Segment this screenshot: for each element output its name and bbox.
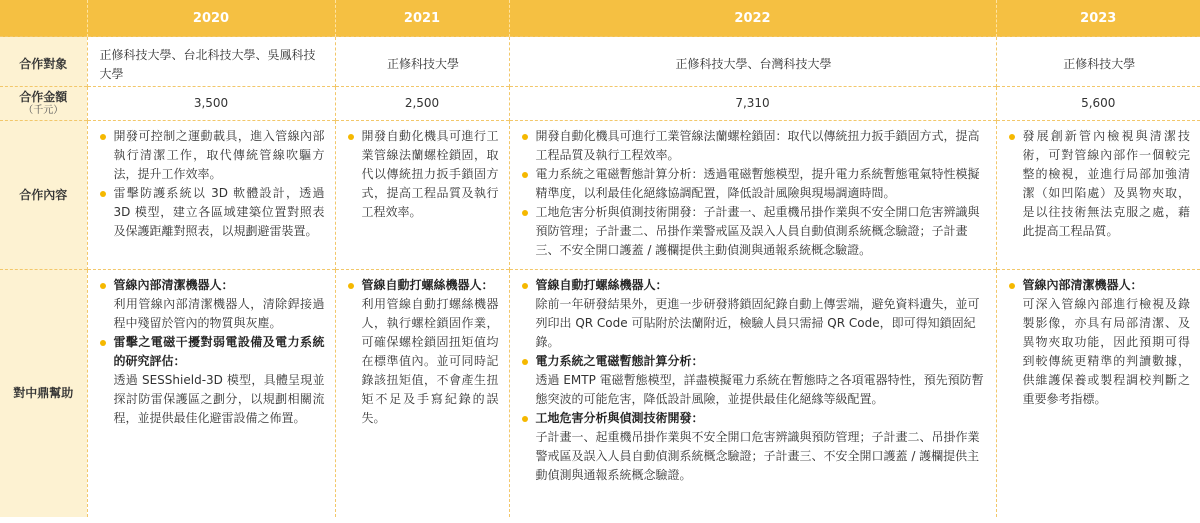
item-desc: 透過 SESShield-3D 模型，具體呈現並探討防雷保護區之劃分，以規劃相關流程，並提供最佳化避雷設備之佈置。 [113, 373, 325, 425]
item-desc: 可深入管線內部進行檢視及錄製影像，亦具有局部清潔、及異物夾取功能，因此預期可得到較傳統更精準的判讀數據，供維護保養或製程調校判斷之重要參考指標。 [1022, 297, 1190, 406]
bullet-icon [348, 134, 354, 140]
item-title: 管線自動打螺絲機器人： [361, 278, 494, 292]
list-item [100, 127, 325, 184]
item-desc: 除前一年研發結果外，更進一步研發將鎖固紀錄自動上傳雲端，避免資料遺失，並可列印出 QR Code 可貼附於法蘭附近，檢驗人員只需掃 QR Code，即可得知鎖固紀錄。 [535, 297, 980, 349]
year-header-2022: 2022 [509, 0, 996, 37]
partner-row [0, 37, 1200, 87]
content-2021 [335, 121, 509, 270]
bullet-icon [522, 210, 528, 216]
year-header-2021: 2021 [335, 0, 509, 37]
list-item [100, 184, 325, 241]
content-text: 開發自動化機具可進行工業管線法蘭螺栓鎖固：取代以傳統扭力扳手鎖固方式，提高工程品質及執行工程效率。 [535, 129, 980, 162]
bullet-icon [1009, 283, 1015, 289]
list-item [522, 165, 986, 203]
bullet-icon [522, 172, 528, 178]
item-desc: 利用管線自動打螺絲機器人，執行螺栓鎖固作業，可確保螺栓鎖固扭矩值均在標準值內。並可同時記錄該扭矩值，不會產生扭矩不足及手寫紀錄的誤失。 [361, 297, 499, 425]
amount-2023: 5,600 [996, 87, 1200, 121]
bullet-icon [100, 191, 106, 197]
item-title: 工地危害分析與偵測技術開發： [535, 411, 704, 425]
row-label-help: 對中鼎幫助 [0, 270, 87, 518]
list-item [1009, 127, 1191, 241]
help-2022 [509, 270, 996, 518]
content-2020 [87, 121, 335, 270]
corner-cell [0, 0, 87, 37]
item-title: 雷擊之電磁干擾對弱電設備及電力系統的研究評估： [113, 335, 325, 368]
bullet-icon [522, 283, 528, 289]
content-2022 [509, 121, 996, 270]
year-header-row [0, 0, 1200, 37]
item-title: 管線自動打螺絲機器人： [535, 278, 668, 292]
content-row [0, 121, 1200, 270]
bullet-icon [522, 359, 528, 365]
bullet-icon [100, 134, 106, 140]
item-desc: 子計畫一、起重機吊掛作業與不安全開口危害辨識與預防管理；子計畫二、吊掛作業警戒區及誤入人員自動偵測系統概念驗證；子計畫三、不安全開口護蓋 / 護欄提供主動偵測與通報系統概念驗證。 [535, 430, 980, 482]
bullet-icon [522, 416, 528, 422]
item-desc: 利用管線內部清潔機器人，清除銲接過程中殘留於管內的物質與灰塵。 [113, 297, 325, 330]
item-title: 電力系統之電磁暫態計算分析： [535, 354, 704, 368]
list-item [348, 276, 499, 428]
list-item [522, 352, 986, 409]
content-text: 雷擊防護系統以 3D 軟體設計，透過 3D 模型，建立各區域建築位置對照表及保護距離對照表，以規劃避雷裝置。 [113, 186, 325, 238]
content-text: 工地危害分析與偵測技術開發：子計畫一、起重機吊掛作業與不安全開口危害辨識與預防管理；子計畫二、吊掛作業警戒區及誤入人員自動偵測系統概念驗證；子計畫三、不安全開口護蓋 / 護欄提供主動偵測與通報系統概念驗證。 [535, 205, 980, 257]
amount-unit: （千元） [23, 105, 64, 116]
amount-2021: 2,500 [335, 87, 509, 121]
list-item [522, 409, 986, 485]
list-item [522, 203, 986, 260]
list-item [348, 127, 499, 222]
content-text: 開發自動化機具可進行工業管線法蘭螺栓鎖固，取代以傳統扭力扳手鎖固方式，提高工程品質及執行工程效率。 [361, 129, 499, 219]
row-label-partner: 合作對象 [0, 37, 87, 87]
help-2020 [87, 270, 335, 518]
amount-2022: 7,310 [509, 87, 996, 121]
list-item [522, 276, 986, 352]
item-desc: 透過 EMTP 電磁暫態模型，詳盡模擬電力系統在暫態時之各項電器特性，預先預防暫態突波的可能危害，降低設計風險，並提供最佳化絕緣等級配置。 [535, 373, 984, 406]
content-2023 [996, 121, 1200, 270]
list-item [100, 276, 325, 333]
year-header-2023: 2023 [996, 0, 1200, 37]
content-text: 電力系統之電磁暫態計算分析：透過電磁暫態模型，提升電力系統暫態電氣特性模擬精準度，以利最佳化絕緣協調配置，降低設計風險與現場調適時間。 [535, 167, 980, 200]
partner-2020: 正修科技大學、台北科技大學、吳鳳科技大學 [87, 37, 335, 87]
item-title: 管線內部清潔機器人： [1022, 278, 1143, 292]
help-2023 [996, 270, 1200, 518]
row-label-amount [0, 87, 87, 121]
list-item [100, 333, 325, 428]
bullet-icon [348, 283, 354, 289]
content-text: 開發可控制之運動載具，進入管線內部執行清潔工作，取代傳統管線吹驅方法，提升工作效率。 [113, 129, 325, 181]
partner-2021: 正修科技大學 [335, 37, 509, 87]
content-text: 發展創新管內檢視與清潔技術，可對管線內部作一個較完整的檢視，並進行局部加強清潔（如凹陷處）及異物夾取，是以往技術無法克服之處，藉此提高工程品質。 [1022, 129, 1190, 238]
year-header-2020: 2020 [87, 0, 335, 37]
amount-2020: 3,500 [87, 87, 335, 121]
partner-2023: 正修科技大學 [996, 37, 1200, 87]
bullet-icon [1009, 134, 1015, 140]
bullet-icon [100, 340, 106, 346]
help-row [0, 270, 1200, 518]
list-item [1009, 276, 1191, 409]
amount-row [0, 87, 1200, 121]
row-label-content: 合作內容 [0, 121, 87, 270]
amount-label: 合作金額 [19, 90, 68, 104]
partner-2022: 正修科技大學、台灣科技大學 [509, 37, 996, 87]
item-title: 管線內部清潔機器人： [113, 278, 234, 292]
bullet-icon [100, 283, 106, 289]
list-item [522, 127, 986, 165]
help-2021 [335, 270, 509, 518]
bullet-icon [522, 134, 528, 140]
